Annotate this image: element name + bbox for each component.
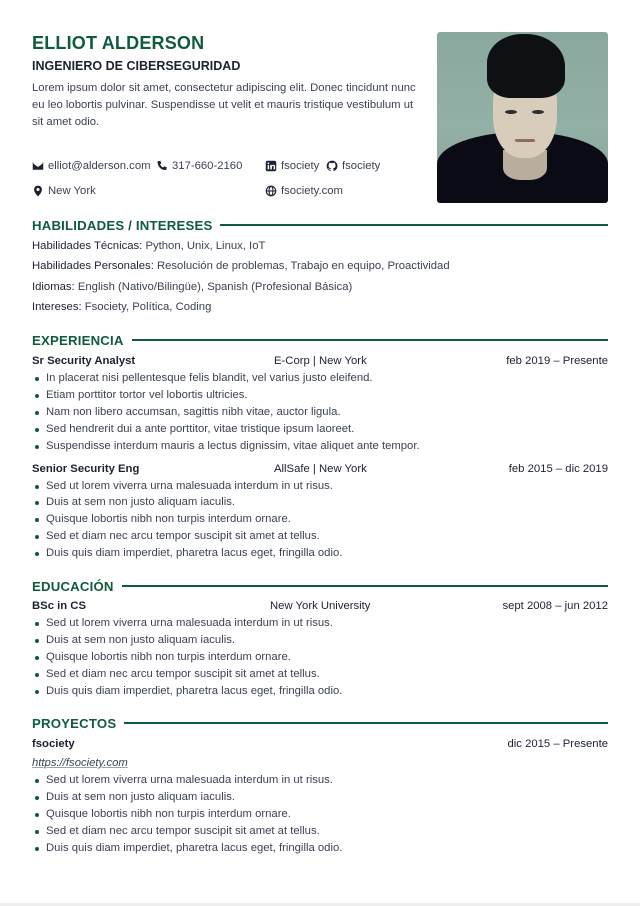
section-header — [32, 332, 608, 348]
email-link[interactable] — [32, 160, 151, 172]
bullet-item: Quisque lobortis nibh non turpis interdum ornare. — [32, 511, 608, 528]
phone-text: 317-660-2160 — [172, 160, 243, 172]
bullet-item: In placerat nisi pellentesque felis blandit, vel varius justo eleifend. — [32, 370, 608, 387]
section-title: EXPERIENCIA — [32, 332, 124, 348]
bullet-item: Sed et diam nec arcu tempor suscipit sit amet at tellus. — [32, 528, 608, 545]
section-divider — [124, 722, 608, 724]
person-name: ELLIOT ALDERSON — [32, 33, 205, 53]
entry-date: sept 2008 – jun 2012 — [502, 600, 608, 612]
location — [32, 185, 96, 197]
skill-label: Idiomas: — [32, 280, 75, 293]
bullet-item: Duis at sem non justo aliquam iaculis. — [32, 789, 608, 806]
resume-header — [32, 32, 427, 131]
linkedin-icon — [265, 160, 277, 172]
entry-role: Senior Security Eng — [32, 462, 140, 475]
entry-institution: New York University — [270, 600, 371, 612]
entry-header — [32, 736, 608, 753]
github-link[interactable] — [326, 160, 380, 172]
globe-icon — [265, 185, 277, 197]
photo-eye-right — [532, 110, 544, 114]
contact-info — [32, 160, 432, 210]
skill-label: Intereses: — [32, 300, 82, 313]
envelope-icon — [32, 160, 44, 172]
section-title: PROYECTOS — [32, 715, 117, 731]
phone-link[interactable] — [156, 160, 242, 172]
skills-section — [32, 217, 608, 317]
entry-header — [32, 598, 608, 615]
phone-icon — [156, 160, 168, 172]
bullet-item: Suspendisse interdum mauris a lectus dignissim, vitae aliquet ante tempor. — [32, 438, 608, 455]
section-divider — [132, 339, 608, 341]
contact-row-2 — [32, 185, 432, 210]
bullet-item: Sed ut lorem viverra urna malesuada interdum in ut risus. — [32, 478, 608, 495]
bullet-item: Sed ut lorem viverra urna malesuada interdum in ut risus. — [32, 615, 608, 632]
github-icon — [326, 160, 338, 172]
photo-hair — [487, 34, 565, 98]
project-name: fsociety — [32, 738, 75, 750]
profile-photo — [437, 32, 608, 203]
entry-date: dic 2015 – Presente — [507, 738, 608, 750]
website-link[interactable] — [265, 185, 343, 197]
bullet-item: Quisque lobortis nibh non turpis interdum ornare. — [32, 806, 608, 823]
skill-label: Habilidades Técnicas: — [32, 240, 143, 252]
bullet-item: Etiam porttitor tortor vel lobortis ultricies. — [32, 387, 608, 404]
email-text: elliot@alderson.com — [48, 160, 151, 172]
entry-degree: BSc in CS — [32, 600, 86, 612]
section-header — [32, 578, 608, 594]
job-title: INGENIERO DE CIBERSEGURIDAD — [32, 59, 241, 73]
bullet-item: Duis at sem non justo aliquam iaculis. — [32, 494, 608, 511]
bullet-item: Duis quis diam imperdiet, pharetra lacus eget, fringilla odio. — [32, 683, 608, 700]
skill-line-languages — [32, 277, 608, 297]
profile-summary: Lorem ipsum dolor sit amet, consectetur adipiscing elit. Donec tincidunt nunc eu leo lobortis pulvinar. Suspendisse ut velit et mauris tristique vestibulum ut sit amet odio. — [32, 82, 416, 128]
linkedin-text: fsociety — [281, 160, 320, 172]
education-entry — [32, 598, 608, 700]
bullet-item: Duis at sem non justo aliquam iaculis. — [32, 632, 608, 649]
skill-value: Fsociety, Política, Coding — [81, 300, 212, 313]
map-pin-icon — [32, 185, 44, 197]
entry-role: Sr Security Analyst — [32, 355, 136, 367]
section-divider — [220, 224, 608, 226]
experience-entry — [32, 461, 608, 563]
experience-section — [32, 332, 608, 562]
entry-bullets — [32, 370, 608, 455]
bullet-item: Duis quis diam imperdiet, pharetra lacus eget, fringilla odio. — [32, 545, 608, 562]
entry-header — [32, 461, 608, 478]
bullet-item: Nam non libero accumsan, sagittis nibh vitae, auctor ligula. — [32, 404, 608, 421]
skill-line-technical — [32, 236, 608, 256]
bullet-item: Sed et diam nec arcu tempor suscipit sit amet at tellus. — [32, 666, 608, 683]
section-title: EDUCACIÓN — [32, 578, 114, 594]
skill-value: Python, Unix, Linux, IoT — [142, 240, 266, 252]
bullet-item: Sed hendrerit dui a ante porttitor, vitae tristique ipsum laoreet. — [32, 421, 608, 438]
section-title: HABILIDADES / INTERESES — [32, 217, 213, 233]
projects-section — [32, 715, 608, 857]
bullet-item: Sed et diam nec arcu tempor suscipit sit amet at tellus. — [32, 823, 608, 840]
bullet-item: Quisque lobortis nibh non turpis interdum ornare. — [32, 649, 608, 666]
location-text: New York — [48, 185, 96, 197]
entry-organization: AllSafe | New York — [274, 462, 367, 475]
skill-label: Habilidades Personales: — [32, 260, 154, 273]
contact-row-1 — [32, 160, 432, 185]
linkedin-link[interactable] — [265, 160, 319, 172]
education-section — [32, 578, 608, 700]
photo-mouth — [515, 139, 535, 142]
skill-value: English (Nativo/Bilingüe), Spanish (Profesional Básica) — [74, 280, 353, 293]
section-header — [32, 217, 608, 233]
skills-list — [32, 236, 608, 317]
section-divider — [122, 585, 608, 587]
photo-eye-left — [505, 110, 517, 114]
entry-date: feb 2019 – Presente — [506, 355, 608, 367]
bullet-item: Sed ut lorem viverra urna malesuada interdum in ut risus. — [32, 772, 608, 789]
bullet-item: Duis quis diam imperdiet, pharetra lacus eget, fringilla odio. — [32, 840, 608, 857]
entry-bullets — [32, 615, 608, 700]
project-link[interactable]: https://fsociety.com — [32, 757, 128, 769]
entry-date: feb 2015 – dic 2019 — [508, 462, 608, 475]
github-text: fsociety — [342, 160, 381, 172]
skill-line-interests — [32, 297, 608, 317]
entry-bullets — [32, 478, 608, 563]
section-header — [32, 715, 608, 731]
skill-value: Resolución de problemas, Trabajo en equipo, Proactividad — [153, 260, 450, 273]
entry-bullets — [32, 772, 608, 857]
website-text: fsociety.com — [281, 185, 343, 197]
project-entry — [32, 736, 608, 857]
skill-line-personal — [32, 256, 608, 276]
experience-entry — [32, 353, 608, 455]
entry-header — [32, 353, 608, 370]
entry-organization: E-Corp | New York — [274, 355, 367, 367]
